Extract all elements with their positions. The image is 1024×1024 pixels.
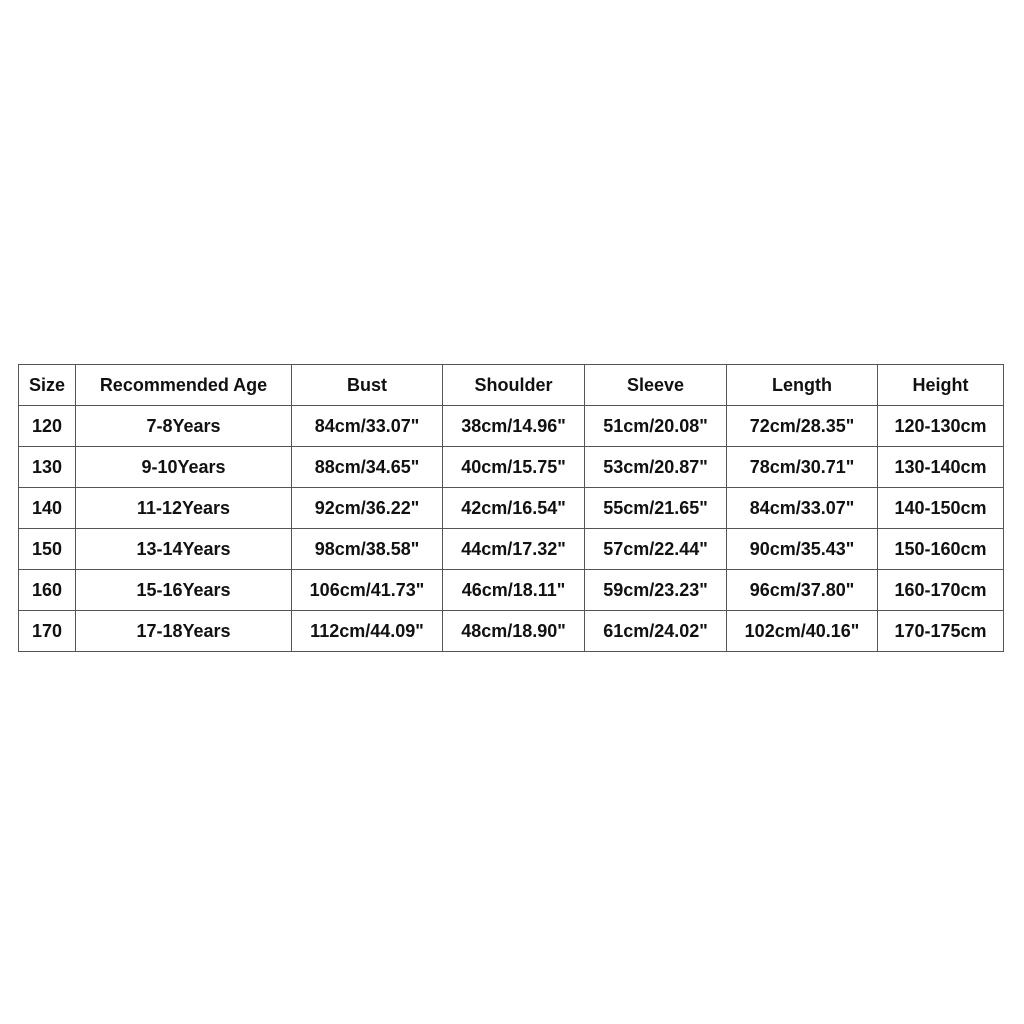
cell-recommended-age: 11-12Years — [76, 488, 292, 529]
header-shoulder: Shoulder — [443, 365, 585, 406]
cell-size: 150 — [19, 529, 76, 570]
cell-length: 96cm/37.80" — [727, 570, 878, 611]
cell-length: 78cm/30.71" — [727, 447, 878, 488]
cell-sleeve: 57cm/22.44" — [585, 529, 727, 570]
cell-recommended-age: 9-10Years — [76, 447, 292, 488]
table-row — [19, 611, 1004, 652]
cell-size: 170 — [19, 611, 76, 652]
cell-size: 130 — [19, 447, 76, 488]
cell-shoulder: 42cm/16.54" — [443, 488, 585, 529]
cell-height: 120-130cm — [878, 406, 1004, 447]
header-height: Height — [878, 365, 1004, 406]
header-row — [19, 365, 1004, 406]
cell-bust: 98cm/38.58" — [292, 529, 443, 570]
cell-height: 170-175cm — [878, 611, 1004, 652]
cell-height: 130-140cm — [878, 447, 1004, 488]
table-row — [19, 488, 1004, 529]
table-row — [19, 529, 1004, 570]
cell-bust: 92cm/36.22" — [292, 488, 443, 529]
cell-sleeve: 55cm/21.65" — [585, 488, 727, 529]
size-chart-table — [18, 364, 1004, 652]
cell-bust: 112cm/44.09" — [292, 611, 443, 652]
cell-recommended-age: 13-14Years — [76, 529, 292, 570]
cell-bust: 106cm/41.73" — [292, 570, 443, 611]
cell-shoulder: 40cm/15.75" — [443, 447, 585, 488]
cell-recommended-age: 7-8Years — [76, 406, 292, 447]
cell-length: 90cm/35.43" — [727, 529, 878, 570]
header-length: Length — [727, 365, 878, 406]
cell-shoulder: 46cm/18.11" — [443, 570, 585, 611]
cell-sleeve: 61cm/24.02" — [585, 611, 727, 652]
cell-recommended-age: 17-18Years — [76, 611, 292, 652]
header-size: Size — [19, 365, 76, 406]
header-sleeve: Sleeve — [585, 365, 727, 406]
cell-bust: 84cm/33.07" — [292, 406, 443, 447]
cell-size: 120 — [19, 406, 76, 447]
cell-shoulder: 38cm/14.96" — [443, 406, 585, 447]
cell-height: 160-170cm — [878, 570, 1004, 611]
cell-shoulder: 48cm/18.90" — [443, 611, 585, 652]
cell-bust: 88cm/34.65" — [292, 447, 443, 488]
cell-recommended-age: 15-16Years — [76, 570, 292, 611]
header-bust: Bust — [292, 365, 443, 406]
table-row — [19, 406, 1004, 447]
cell-sleeve: 59cm/23.23" — [585, 570, 727, 611]
cell-sleeve: 53cm/20.87" — [585, 447, 727, 488]
cell-size: 140 — [19, 488, 76, 529]
cell-height: 140-150cm — [878, 488, 1004, 529]
cell-height: 150-160cm — [878, 529, 1004, 570]
cell-length: 102cm/40.16" — [727, 611, 878, 652]
cell-length: 84cm/33.07" — [727, 488, 878, 529]
table-row — [19, 447, 1004, 488]
header-recommended-age: Recommended Age — [76, 365, 292, 406]
cell-length: 72cm/28.35" — [727, 406, 878, 447]
cell-size: 160 — [19, 570, 76, 611]
cell-sleeve: 51cm/20.08" — [585, 406, 727, 447]
table-row — [19, 570, 1004, 611]
cell-shoulder: 44cm/17.32" — [443, 529, 585, 570]
